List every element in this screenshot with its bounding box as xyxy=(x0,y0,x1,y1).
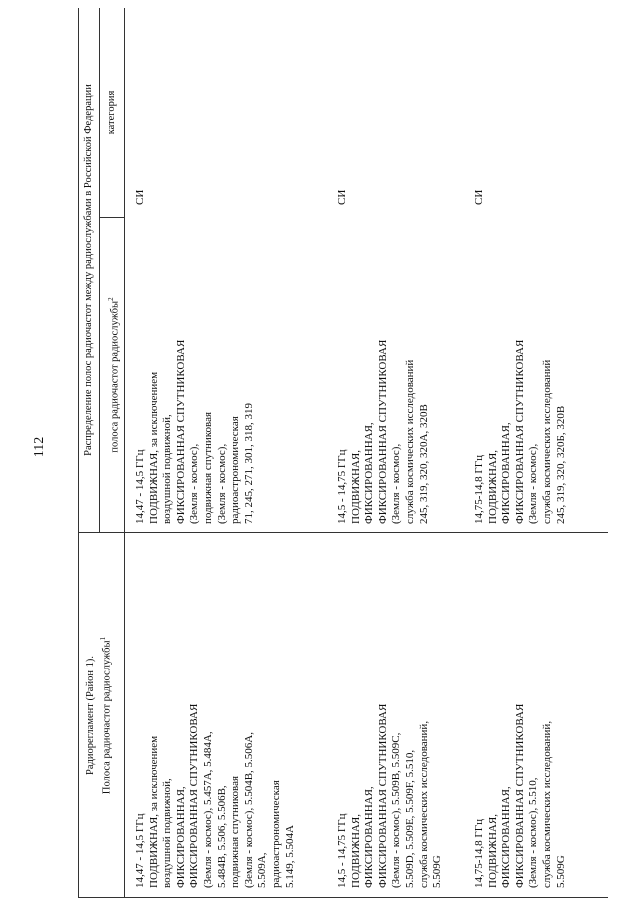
right-category-label: категория xyxy=(106,90,117,135)
right-band-label: полоса радиочастот радиослужбы$^2$ xyxy=(107,297,121,453)
table-row-3-category: СИ xyxy=(473,189,485,205)
table-row-3-left: 14,75-14,8 ГГц ПОДВИЖНАЯ, ФИКСИРОВАННАЯ, ФИКСИРОВАННАЯ СПУТНИКОВАЯ (Земля - космос), 5.510, служба космических исследований, 5.509G xyxy=(473,703,567,888)
frequency-allocation-table xyxy=(78,8,608,898)
table-top-border xyxy=(78,8,79,898)
table-row-1-left: 14,47 - 14,5 ГГц ПОДВИЖНАЯ, за исключением воздушной подвижной, ФИКСИРОВАННАЯ, ФИКСИРОВАННАЯ СПУТНИКОВАЯ (Земля - космос), 5.457А, 5.484А, 5.484В, 5.506, 5.506В, подвижная спутниковая (Земля - космос), 5.504В, 5.506А, 5.509А, радиоастрономическая 5.149, 5.504А xyxy=(134,703,296,888)
left-header xyxy=(84,533,114,898)
column-divider xyxy=(78,532,608,533)
footnote-2: 2 xyxy=(107,297,115,301)
left-header-title: Радиорегламент (Район 1). xyxy=(85,656,96,775)
table-row-2-category: СИ xyxy=(336,189,348,205)
table-row-1-right: 14,47 - 14,5 ГГц ПОДВИЖНАЯ, за исключением воздушной подвижной, ФИКСИРОВАННАЯ СПУТНИКОВАЯ (Земля - космос), подвижная спутниковая (Земля - космос), радиоастрономическая 71, 245, 271, 301, 318, 319 xyxy=(134,339,255,524)
right-header-title: Распределение полос радиочастот между радиослужбами в Российской Федерации xyxy=(83,84,94,456)
footnote-1: 1 xyxy=(99,636,107,641)
table-row-1-category: СИ xyxy=(134,189,146,205)
table-row-2-right: 14,5 - 14,75 ГГц ПОДВИЖНАЯ, ФИКСИРОВАННАЯ, ФИКСИРОВАННАЯ СПУТНИКОВАЯ (Земля - космос), служба космических исследований 245, 319, 320, 320А, 320В xyxy=(336,339,430,524)
left-header-subtitle: Полоса радиочастот радиослужбы$^1$ xyxy=(99,636,113,795)
header-divider xyxy=(124,8,125,898)
subheader-divider xyxy=(99,8,100,532)
table-left-border xyxy=(78,897,608,898)
table-row-3-right: 14,75-14,8 ГГц ПОДВИЖНАЯ, ФИКСИРОВАННАЯ, ФИКСИРОВАННАЯ СПУТНИКОВАЯ (Земля - космос), служба космических исследований 245, 319, 320, 320Б, 320В xyxy=(473,339,567,524)
table-row-2-left: 14,5 - 14,75 ГГц ПОДВИЖНАЯ, ФИКСИРОВАННАЯ, ФИКСИРОВАННАЯ СПУТНИКОВАЯ (Земля - космос), 5.509В, 5.509С, 5.509D, 5.509Е, 5.509F, 5.510, служба космических исследований, 5.509G xyxy=(336,703,444,888)
page-number: 112 xyxy=(32,436,47,458)
